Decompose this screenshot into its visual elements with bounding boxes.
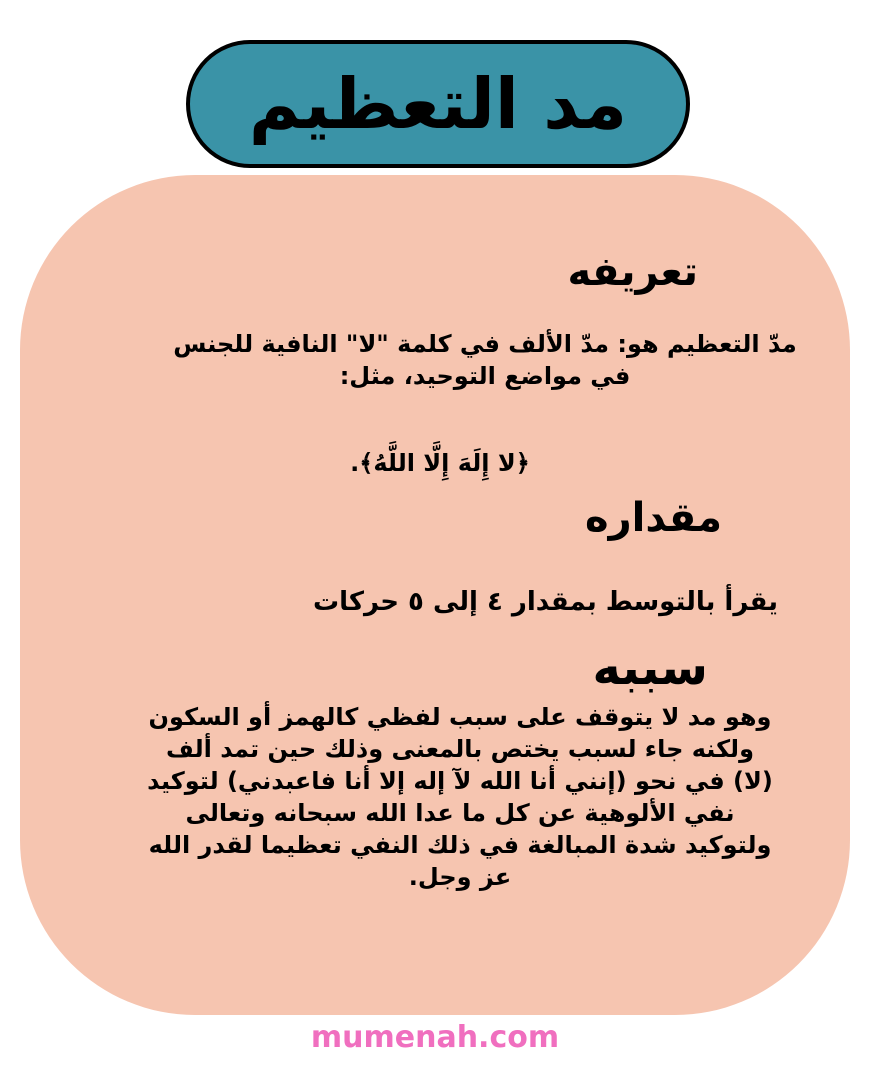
- amount-heading: مقداره: [584, 495, 722, 541]
- reason-line: عز وجل.: [408, 862, 512, 891]
- reason-heading: سببه: [592, 640, 708, 696]
- reason-line: نفي الألوهية عن كل ما عدا الله سبحانه وتعالى: [185, 798, 735, 827]
- reason-line: وهو مد لا يتوقف على سبب لفظي كالهمز أو السكون: [148, 703, 772, 731]
- reason-line: (لا) في نحو (إنني أنا الله لآ إله إلا أنا فاعبدني) لتوكيد: [147, 766, 773, 795]
- definition-heading: تعريفه: [567, 249, 698, 295]
- definition-line: مدّ التعظيم هو: مدّ الألف في كلمة "لا" النافية للجنس: [173, 330, 797, 358]
- site-watermark: mumenah.com: [310, 1020, 560, 1055]
- amount-text: يقرأ بالتوسط بمقدار ٤ إلى ٥ حركات: [313, 587, 778, 617]
- reason-line: ولكنه جاء لسبب يختص بالمعنى وذلك حين تمد ألف: [166, 734, 754, 763]
- reason-text: [110, 702, 810, 893]
- page-title: مد التعظيم: [248, 63, 628, 145]
- definition-line: في مواضع التوحيد، مثل:: [339, 362, 631, 391]
- reason-line: ولتوكيد شدة المبالغة في ذلك النفي تعظيما لقدر الله: [148, 830, 772, 859]
- verse-example: ﴿لا إِلَهَ إِلَّا اللَّهُ﴾.: [350, 449, 530, 477]
- definition-text: [140, 328, 830, 393]
- title-banner: [186, 40, 690, 168]
